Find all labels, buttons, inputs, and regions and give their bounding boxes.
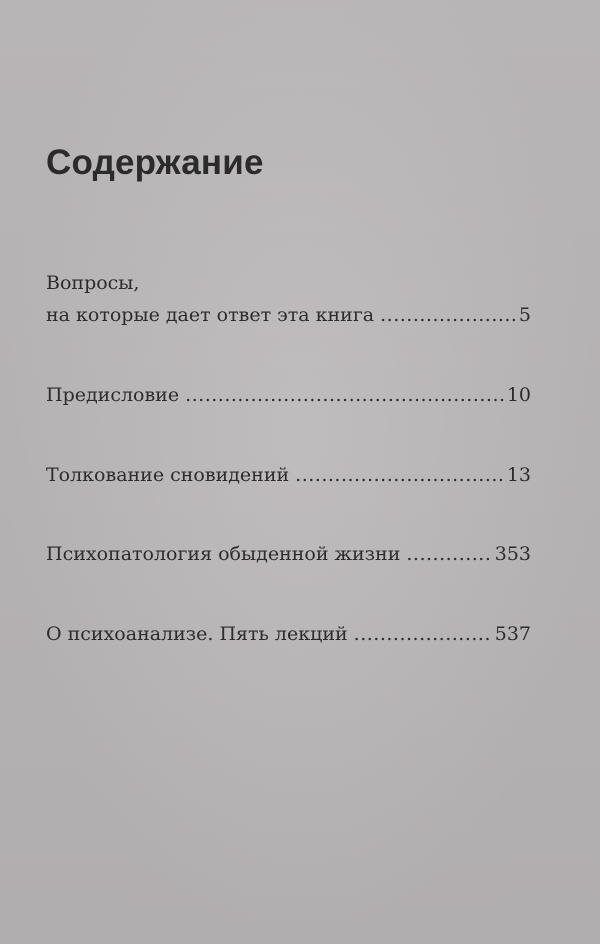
- toc-entry-label: на которые дает ответ эта книга: [46, 304, 375, 326]
- toc-entry-page: 13: [506, 464, 531, 486]
- toc-entry-label: О психоанализе. Пять лекций: [46, 623, 348, 645]
- dot-leader: [354, 618, 492, 650]
- toc-entry-line: [46, 299, 531, 331]
- dot-leader: [185, 379, 504, 411]
- toc-entry-page: 353: [494, 543, 531, 565]
- toc-entry-line: [46, 618, 531, 650]
- toc-entry-label: Предисловие: [46, 384, 180, 406]
- dot-leader: [380, 299, 516, 331]
- toc-entry-page: 10: [506, 384, 531, 406]
- toc-entry-questions: [46, 267, 531, 331]
- toc-entry-dreams: [46, 459, 531, 491]
- page-title: Содержание: [46, 143, 264, 182]
- toc-entry-page: 5: [518, 304, 531, 326]
- toc-entry-label: Психопатология обыденной жизни: [46, 543, 401, 565]
- toc-entry-lectures: [46, 618, 531, 650]
- toc-entry-line: [46, 538, 531, 570]
- toc-entry-preface: [46, 379, 531, 411]
- toc-entry-line: [46, 459, 531, 491]
- toc-entry-line: [46, 379, 531, 411]
- toc-entry-psychopathology: [46, 538, 531, 570]
- dot-leader: [295, 459, 504, 491]
- toc-entry-page: 537: [494, 623, 531, 645]
- toc-entry-label: Толкование сновидений: [46, 464, 290, 486]
- dot-leader: [406, 538, 491, 570]
- toc-entry-label-line: Вопросы,: [46, 272, 140, 294]
